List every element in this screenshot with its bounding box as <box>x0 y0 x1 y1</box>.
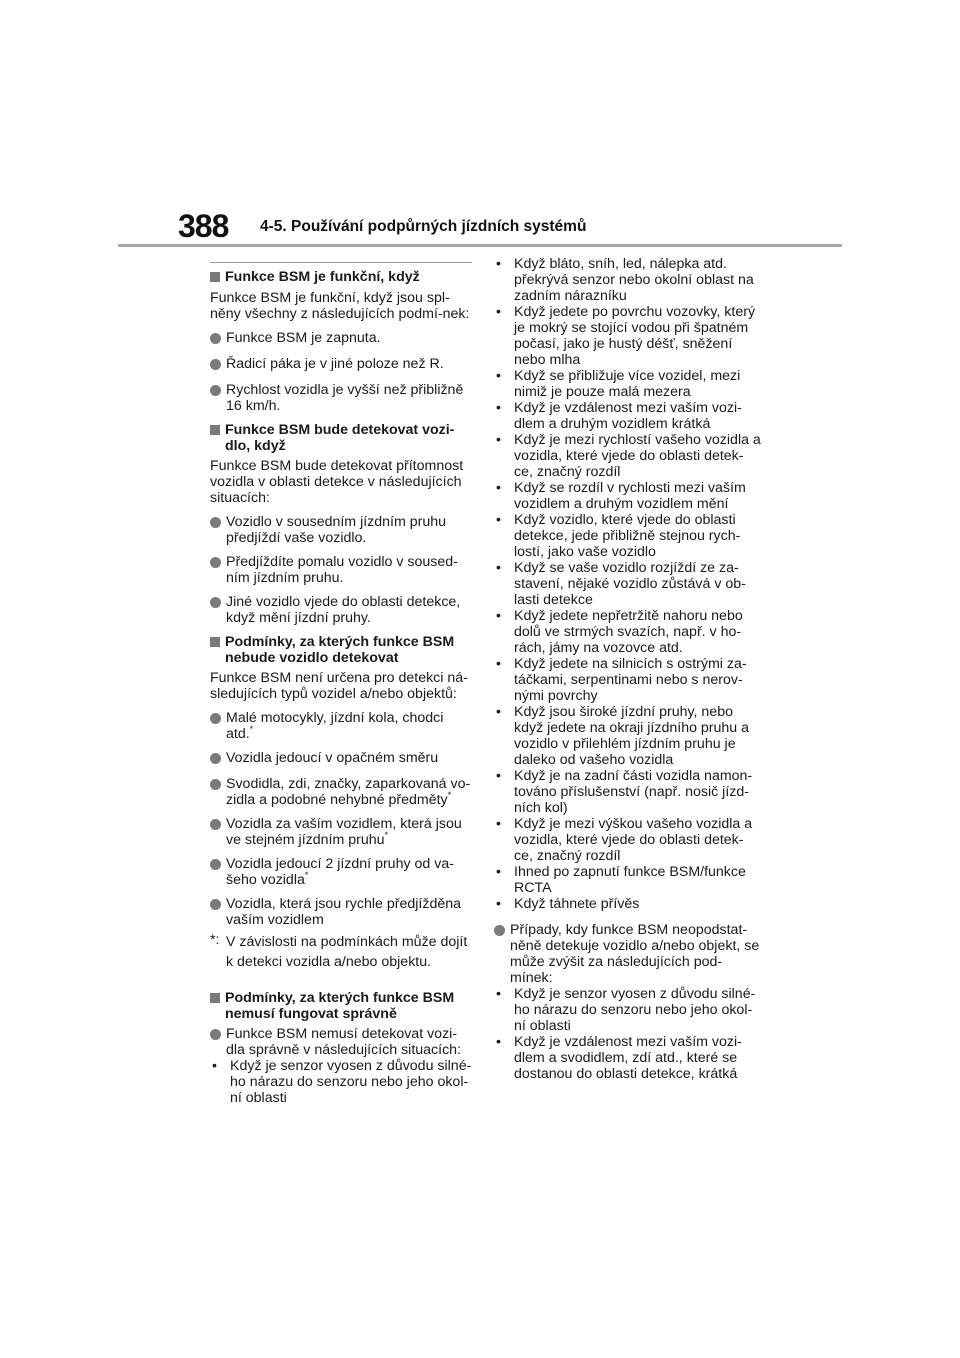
sub-list-item: • Když se vaše vozidlo rozjíždí ze za-stavení, nějaké vozidlo zůstává v ob-lasti detekce <box>496 560 746 608</box>
list-item: Vozidla jedoucí 2 jízdní pruhy od va-šeho vozidla* <box>210 856 472 888</box>
footnote-asterisk: * <box>304 870 309 880</box>
square-bullet-icon <box>210 993 220 1003</box>
section-divider <box>210 262 472 263</box>
circle-bullet-icon <box>210 517 221 528</box>
paragraph: Funkce BSM není určena pro detekci ná-sledujících typů vozidel a/nebo objektů: <box>210 670 468 702</box>
circle-bullet-icon <box>210 713 221 724</box>
sub-list-item: • Když je senzor vyosen z důvodu silné-ho nárazu do senzoru nebo jeho okol-ní oblasti <box>212 1058 472 1106</box>
sub-list-item: • Když jedete na silnicích s ostrými za-táčkami, serpentinami nebo s nerov-nými povrchy <box>496 656 747 704</box>
circle-bullet-icon <box>210 333 221 344</box>
list-item: Funkce BSM je zapnuta. <box>210 330 472 348</box>
square-bullet-icon <box>210 272 220 282</box>
sub-list-item: • Když vozidlo, které vjede do oblasti detekce, jede přibližně stejnou rych-lostí, jako vaše vozidlo <box>496 512 741 560</box>
header-divider <box>118 244 842 247</box>
section-heading: Podmínky, za kterých funkce BSM nemusí fungovat správně <box>210 990 472 1022</box>
sub-list-item: • Když je mezi výškou vašeho vozidla a vozidla, které vjede do oblasti detek-ce, značný rozdíl <box>496 816 753 864</box>
footnote: *: V závislosti na podmínkách může dojít k detekci vozidla a/nebo objektu. <box>210 932 468 970</box>
circle-bullet-icon <box>210 779 221 790</box>
circle-bullet-icon <box>210 385 221 396</box>
sub-list-item: • Ihned po zapnutí funkce BSM/funkce RCTA <box>496 864 746 896</box>
sub-list-item: • Když bláto, sníh, led, nálepka atd. překrývá senzor nebo okolní oblast na zadním nárazníku <box>496 256 754 304</box>
list-item: Vozidla, která jsou rychle předjížděna vaším vozidlem <box>210 896 472 928</box>
circle-bullet-icon <box>210 1029 221 1040</box>
circle-bullet-icon <box>210 359 221 370</box>
list-item: Funkce BSM nemusí detekovat vozi-dla správně v následujících situacích: <box>210 1026 472 1058</box>
section-heading: Podmínky, za kterých funkce BSM nebude vozidlo detekovat <box>210 634 472 666</box>
list-item: Jiné vozidlo vjede do oblasti detekce, když mění jízdní pruhy. <box>210 594 472 626</box>
section-heading: Funkce BSM je funkční, když <box>210 269 472 286</box>
sub-list-item: • Když jsou široké jízdní pruhy, nebo když jedete na okraji jízdního pruhu a vozidlo v přilehlém jízdním pruhu je daleko od vašeho vozidla <box>496 704 750 768</box>
list-item: Případy, kdy funkce BSM neopodstat-něně detekuje vozidlo a/nebo objekt, se může zvýšit za následujících pod-mínek: <box>494 922 762 986</box>
circle-bullet-icon <box>210 597 221 608</box>
footnote-asterisk: * <box>249 724 254 734</box>
sub-list-item: • Když se přibližuje více vozidel, mezi nimiž je pouze malá mezera <box>496 368 741 400</box>
section-heading: Funkce BSM bude detekovat vozi-dlo, když <box>210 422 472 454</box>
sub-list-item: • Když se rozdíl v rychlosti mezi vaším vozidlem a druhým vozidlem mění <box>496 480 746 512</box>
right-column <box>494 256 762 1082</box>
paragraph: Funkce BSM bude detekovat přítomnost vozidla v oblasti detekce v následujících situacích: <box>210 458 464 506</box>
sub-list-item: • Když je vzdálenost mezi vaším vozi-dlem a druhým vozidlem krátká <box>496 400 742 432</box>
list-item: Vozidla za vaším vozidlem, která jsou ve stejném jízdním pruhu* <box>210 816 472 848</box>
square-bullet-icon <box>210 425 220 435</box>
list-item: Vozidlo v sousedním jízdním pruhu předjíždí vaše vozidlo. <box>210 514 472 546</box>
list-item: Řadicí páka je v jiné poloze než R. <box>210 356 472 374</box>
list-item: Svodidla, zdi, značky, zaparkovaná vo-zidla a podobné nehybné předměty* <box>210 776 472 808</box>
list-item: Malé motocykly, jízdní kola, chodci atd.* <box>210 710 472 742</box>
list-item: Rychlost vozidla je vyšší než přibližně 16 km/h. <box>210 382 472 414</box>
sub-list-item: • Když táhnete přívěs <box>496 896 640 912</box>
circle-bullet-icon <box>210 557 221 568</box>
sub-list-item: • Když je senzor vyosen z důvodu silné-ho nárazu do senzoru nebo jeho okol-ní oblasti <box>496 986 756 1034</box>
paragraph: Funkce BSM je funkční, když jsou spl-něny všechny z následujících podmí-nek: <box>210 290 470 322</box>
sub-list-item: • Když jedete nepřetržitě nahoru nebo dolů ve strmých svazích, např. v ho-rách, jámy na vozovce atd. <box>496 608 743 656</box>
circle-bullet-icon <box>210 899 221 910</box>
circle-bullet-icon <box>210 819 221 830</box>
left-column <box>210 262 472 1106</box>
section-title: 4-5. Používání podpůrných jízdních systémů <box>260 218 587 235</box>
footnote-asterisk: * <box>384 830 389 840</box>
sub-list-item: • Když je mezi rychlostí vašeho vozidla a vozidla, které vjede do oblasti detek-ce, značný rozdíl <box>496 432 761 480</box>
circle-bullet-icon <box>210 753 221 764</box>
sub-list-item: • Když jedete po povrchu vozovky, který je mokrý se stojící vodou při špatném počasí, jako je hustý déšť, sněžení nebo mlha <box>496 304 756 368</box>
sub-list-item: • Když je na zadní části vozidla namon-továno příslušenství (např. nosič jízd-ních kol) <box>496 768 753 816</box>
page-number: 388 <box>178 208 229 244</box>
circle-bullet-icon <box>210 859 221 870</box>
footnote-asterisk: * <box>447 790 452 800</box>
list-item: Předjíždíte pomalu vozidlo v soused-ním jízdním pruhu. <box>210 554 472 586</box>
square-bullet-icon <box>210 637 220 647</box>
list-item: Vozidla jedoucí v opačném směru <box>210 750 472 768</box>
sub-list-item: • Když je vzdálenost mezi vaším vozi-dlem a svodidlem, zdí atd., které se dostanou do oblasti detekce, krátká <box>496 1034 742 1082</box>
circle-bullet-icon <box>494 925 505 936</box>
